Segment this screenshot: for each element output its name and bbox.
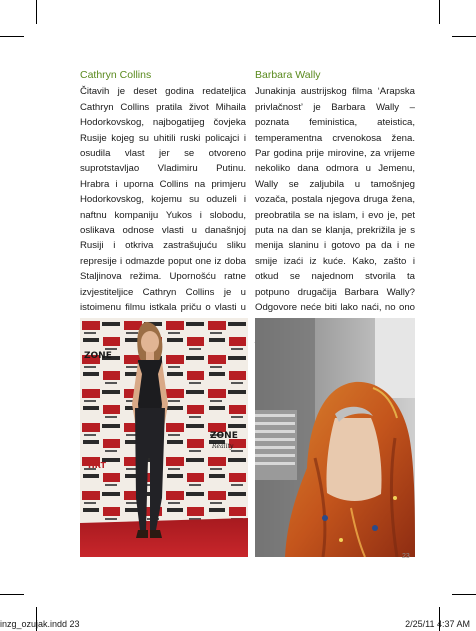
page-number: 23 [402, 553, 410, 560]
backdrop-logo-script: Reality [212, 443, 234, 450]
article-body: Čitavih je deset godina redateljica Cathryn Collins pratila život Mihaila Hodorkovskog, najbogatijeg čovjeka Rusije kojeg su uhitili ruski policajci i osudila vlast jer se otvoreno suprotstavljao Vladimiru Putinu. Hrabra i uporna Collins na primjeru Hodorkovskog, kojemu su oduzeli i naftnu kompaniju Yukos i slobodu, oslikava odnose vlasti u današnjoj Rusiji i otkriva zastrašujuću sliku represije i odmazde poput one iz doba Staljinova režima. Upornošću ratne izvjestiteljice Cathryn Collins je u istoimenu filmu istkala priču o vlasti u [80, 86, 246, 314]
crop-mark [452, 36, 476, 37]
crop-mark [439, 0, 440, 24]
article-column-barbara-wally [255, 68, 415, 346]
headscarf-portrait-photo [255, 318, 415, 557]
crop-mark [0, 36, 24, 37]
red-carpet-photo [80, 318, 248, 557]
backdrop-logo: ZONE [84, 351, 112, 361]
file-slug: inzg_ozujak.indd 23 [0, 619, 80, 629]
backdrop-logo: HRT [88, 461, 106, 470]
article-column-cathryn-collins [80, 68, 246, 346]
date-slug: 2/25/11 4:37 AM [405, 619, 470, 629]
article-body: Junakinja austrijskog filma ‘Arapska privlačnost’ je Barbara Wally – poznata feministica, ateistica, temperamentna crvenokosa žena. Par godina prije mirovine, za vrijeme nekoliko dana odmora u Jemenu, Wally se zaljubila u tamošnjeg vozača, postala njegova druga žena, preobratila se na islam, i evo je, pet puta na dan se klanja, prekrižila je s menija slaninu i gotovo pa da i ne smije izaći iz kuće. Kako, zašto i otkud se najednom stvorila ta potpuno drugačija Barbara Wally? Odgovore neće biti lako naći, no ono [255, 86, 415, 314]
backdrop-logo: ZONE [210, 431, 238, 441]
crop-mark [36, 0, 37, 24]
crop-mark [0, 594, 24, 595]
crop-mark [452, 594, 476, 595]
section-heading: Cathryn Collins [80, 69, 152, 81]
section-heading: Barbara Wally [255, 69, 321, 81]
